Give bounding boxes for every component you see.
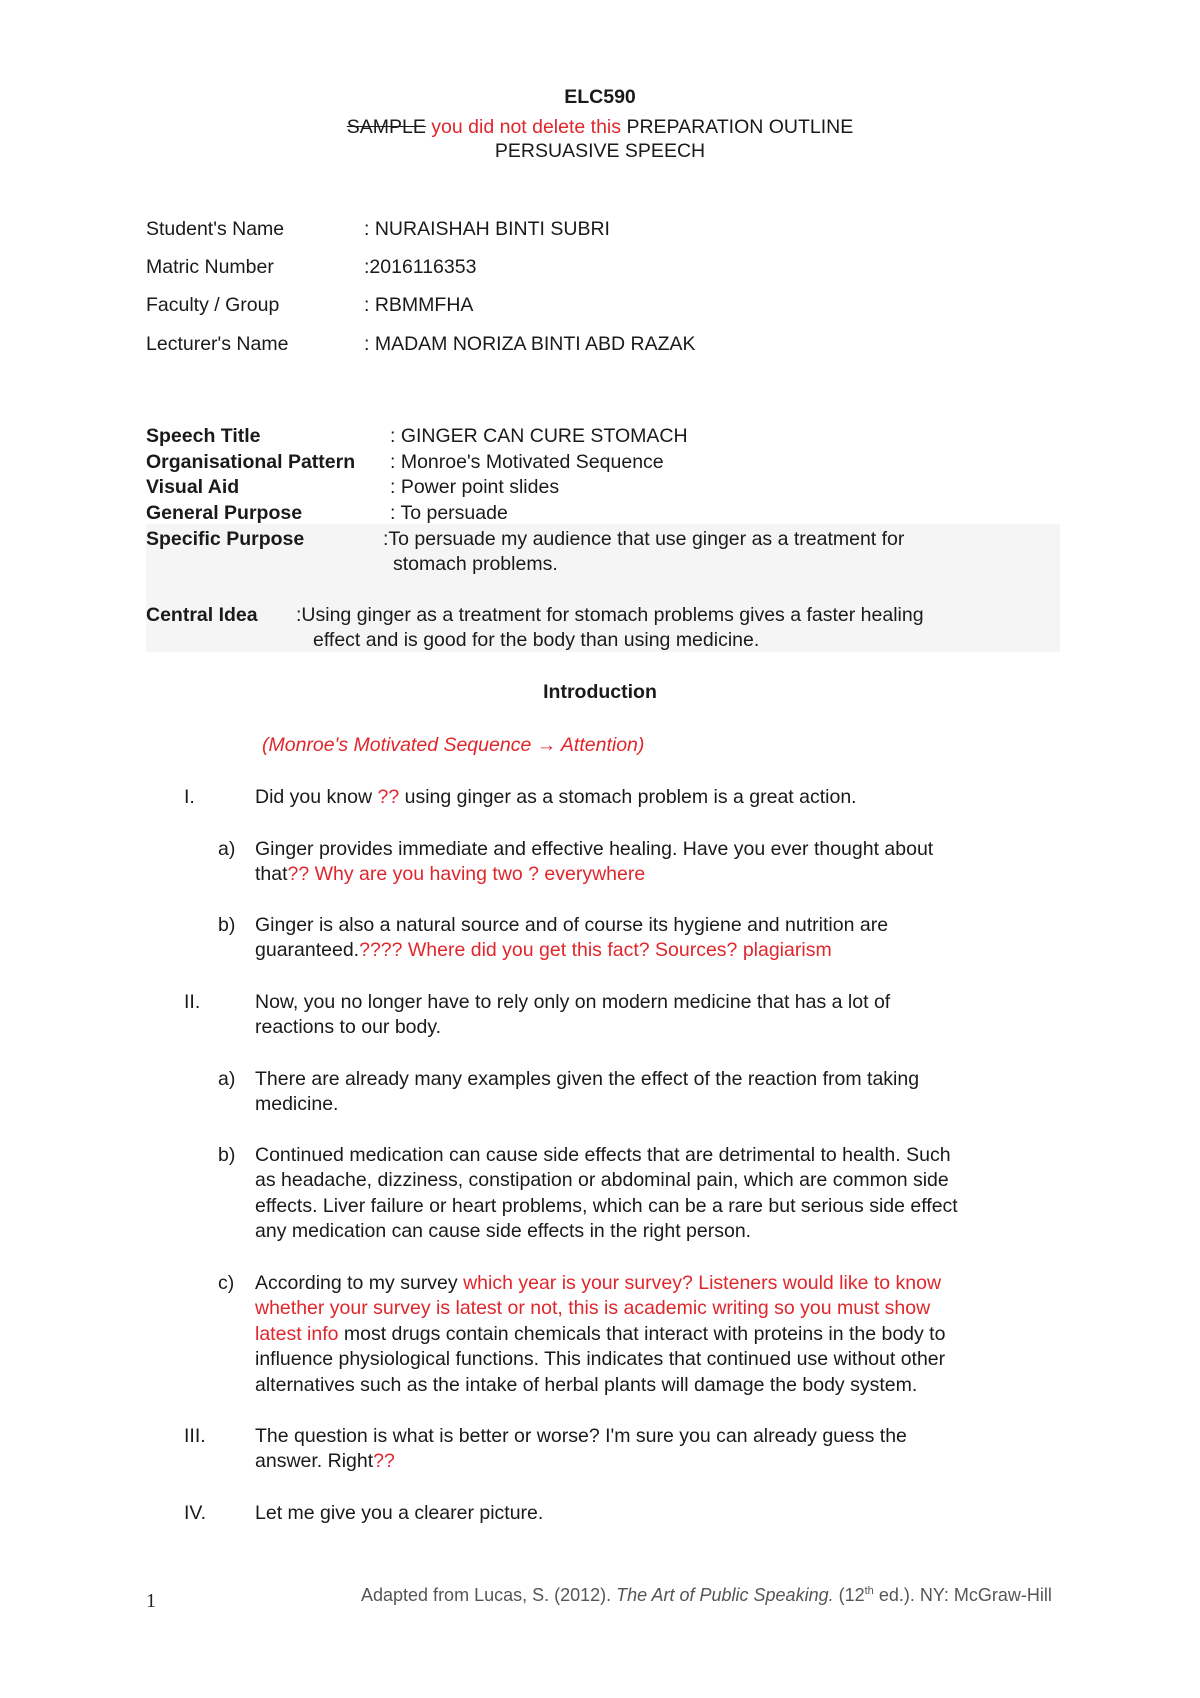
specific-purpose-line2: stomach problems. <box>393 553 558 575</box>
item-ii-b-line4: any medication can cause side effects in the right person. <box>255 1220 752 1242</box>
item-ii-line2: reactions to our body. <box>255 1016 442 1038</box>
item-ii-c-line4: influence physiological functions. This indicates that continued use without other <box>255 1348 946 1370</box>
outline-item-i <box>255 785 857 810</box>
course-code: ELC590 <box>564 86 636 108</box>
item-ii-a-line1: There are already many examples given the effect of the reaction from taking <box>255 1068 920 1090</box>
org-pattern-label: Organisational Pattern <box>146 451 356 473</box>
citation-book-title: The Art of Public Speaking. <box>616 1585 834 1605</box>
item-ii-line1: Now, you no longer have to rely only on modern medicine that has a lot of <box>255 991 891 1013</box>
outline-num-i: I. <box>184 786 195 808</box>
step-name-text: Attention) <box>560 734 645 756</box>
item-i-text-a: Did you know <box>255 786 378 808</box>
reviewer-note: you did not delete this <box>431 116 622 138</box>
page-number: 1 <box>146 1590 156 1612</box>
item-iii-line2 <box>255 1449 395 1474</box>
item-i-a-red-note: ?? Why are you having two ? everywhere <box>287 863 646 885</box>
outline-num-ii-a: a) <box>218 1068 236 1090</box>
item-iii-line1: The question is what is better or worse? I'm sure you can already guess the <box>255 1425 907 1447</box>
org-pattern-value: : Monroe's Motivated Sequence <box>390 451 664 473</box>
item-ii-c-line5: alternatives such as the intake of herbal plants will damage the body system. <box>255 1374 918 1396</box>
step-sequence-text: (Monroe's Motivated Sequence <box>262 734 532 756</box>
sample-struck-text: SAMPLE <box>346 116 426 138</box>
faculty-group-value: : RBMMFHA <box>364 294 474 316</box>
outline-num-i-a: a) <box>218 838 236 860</box>
item-ii-b-line1: Continued medication can cause side effects that are detrimental to health. Such <box>255 1144 951 1166</box>
outline-num-iii: III. <box>184 1425 206 1447</box>
item-iv-line1: Let me give you a clearer picture. <box>255 1502 544 1524</box>
arrow-right-icon: → <box>536 734 557 756</box>
central-idea-line2: effect and is good for the body than using medicine. <box>313 629 760 651</box>
general-purpose-label: General Purpose <box>146 502 303 524</box>
speech-title-label: Speech Title <box>146 425 261 447</box>
item-ii-c-red-note-3: latest info <box>255 1323 339 1345</box>
item-i-b-red-note: ???? Where did you get this fact? Sources? plagiarism <box>359 939 832 961</box>
specific-purpose-line1: :To persuade my audience that use ginger as a treatment for <box>383 528 905 550</box>
central-idea-line1: :Using ginger as a treatment for stomach problems gives a faster healing <box>296 604 924 626</box>
item-i-b-line1: Ginger is also a natural source and of course its hygiene and nutrition are <box>255 914 889 936</box>
lecturer-name-label: Lecturer's Name <box>146 333 289 355</box>
citation-edition: (12 <box>833 1585 865 1605</box>
item-ii-b-line3: effects. Liver failure or heart problems, which can be a rare but serious side effect <box>255 1195 958 1217</box>
visual-aid-label: Visual Aid <box>146 476 240 498</box>
central-idea-label: Central Idea <box>146 604 258 626</box>
item-iii-red-note: ?? <box>373 1450 395 1472</box>
item-ii-b-line2: as headache, dizziness, constipation or abdominal pain, which are common side <box>255 1169 949 1191</box>
lecturer-name-value: : MADAM NORIZA BINTI ABD RAZAK <box>364 333 696 355</box>
item-ii-c-text-3: most drugs contain chemicals that interact with proteins in the body to <box>338 1323 946 1345</box>
item-i-a-text: that <box>255 863 288 885</box>
student-name-value: : NURAISHAH BINTI SUBRI <box>364 218 610 240</box>
item-ii-c-red-note-1: which year is your survey? Listeners would like to know <box>463 1272 942 1294</box>
outline-num-i-b: b) <box>218 914 236 936</box>
outline-num-ii: II. <box>184 991 201 1013</box>
item-ii-c-line1 <box>255 1271 941 1296</box>
item-i-a-line1: Ginger provides immediate and effective healing. Have you ever thought about <box>255 838 934 860</box>
item-ii-a-line2: medicine. <box>255 1093 339 1115</box>
citation-superscript: th <box>864 1585 874 1597</box>
speech-type: PERSUASIVE SPEECH <box>494 140 706 162</box>
introduction-heading: Introduction <box>543 681 657 703</box>
matric-number-label: Matric Number <box>146 256 274 278</box>
item-i-red-note: ?? <box>377 786 400 808</box>
student-name-label: Student's Name <box>146 218 285 240</box>
footer-citation <box>361 1585 1052 1606</box>
speech-title-value: : GINGER CAN CURE STOMACH <box>390 425 688 447</box>
item-i-b-text: guaranteed. <box>255 939 360 961</box>
item-i-a-line2 <box>255 862 645 887</box>
item-ii-c-line2: whether your survey is latest or not, this is academic writing so you must show <box>255 1297 931 1319</box>
general-purpose-value: : To persuade <box>390 502 508 524</box>
citation-text: Adapted from Lucas, S. (2012). <box>361 1585 617 1605</box>
item-ii-c-line3 <box>255 1322 945 1347</box>
citation-publisher: ed.). NY: McGraw-Hill <box>873 1585 1052 1605</box>
title-line <box>0 115 1200 140</box>
item-ii-c-text: According to my survey <box>255 1272 464 1294</box>
outline-num-ii-b: b) <box>218 1144 236 1166</box>
specific-purpose-label: Specific Purpose <box>146 528 305 550</box>
outline-type: PREPARATION OUTLINE <box>626 116 854 138</box>
monroe-step-note <box>262 733 644 758</box>
item-iii-text: answer. Right <box>255 1450 374 1472</box>
faculty-group-label: Faculty / Group <box>146 294 280 316</box>
matric-number-value: :2016116353 <box>364 256 477 278</box>
outline-num-iv: IV. <box>184 1502 207 1524</box>
outline-num-ii-c: c) <box>218 1272 235 1294</box>
visual-aid-value: : Power point slides <box>390 476 560 498</box>
item-i-b-line2 <box>255 938 832 963</box>
item-i-text-b: using ginger as a stomach problem is a great action. <box>399 786 857 808</box>
